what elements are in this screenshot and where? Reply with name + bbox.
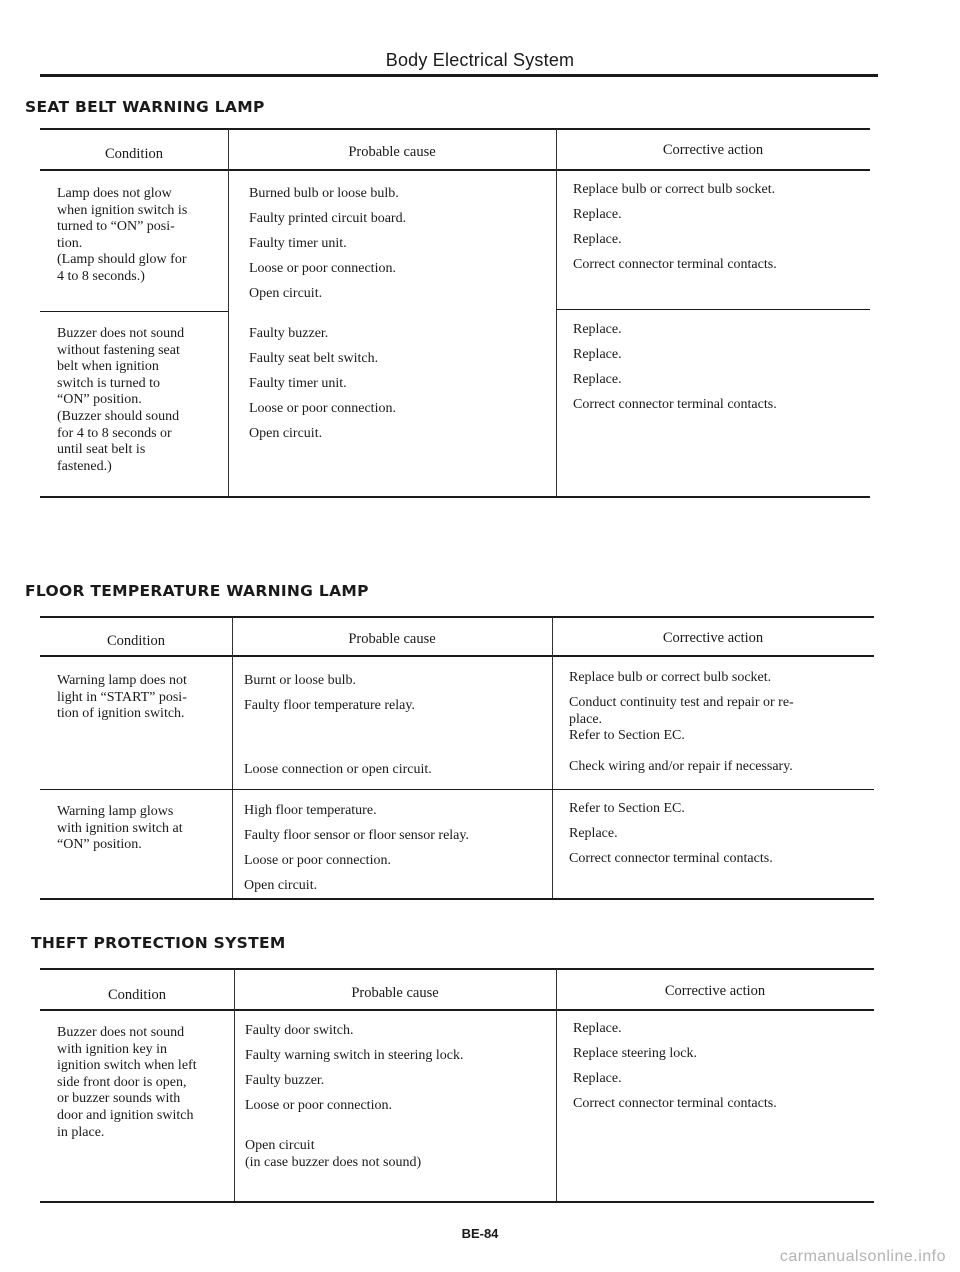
section-title-floor-temperature: FLOOR TEMPERATURE WARNING LAMP (25, 582, 369, 600)
cause-line: Faulty warning switch in steering lock. (245, 1048, 464, 1063)
table-top-rule (40, 616, 874, 618)
cause-line: Loose or poor connection. (249, 401, 396, 416)
table-top-rule (40, 128, 870, 130)
column-header-cause: Probable cause (348, 144, 436, 160)
column-header-condition: Condition (104, 146, 163, 162)
cause-line: Faulty floor temperature relay. (244, 698, 415, 713)
watermark: carmanualsonline.info (779, 1248, 946, 1265)
header-rule (40, 74, 878, 77)
action-line: Correct connector terminal contacts. (573, 257, 777, 272)
action-line: Replace. (573, 207, 622, 222)
cause-line: Open circuit. (249, 426, 323, 441)
action-line: Refer to Section EC. (569, 801, 685, 816)
condition-cell: Warning lamp does not light in “START” posi- tion of ignition switch. (57, 673, 187, 722)
column-header-action: Corrective action (662, 630, 764, 646)
header-bottom-rule (40, 1009, 874, 1011)
cause-line: Open circuit. (249, 286, 323, 301)
cause-line: Faulty door switch. (245, 1023, 354, 1038)
action-line: Replace bulb or correct bulb socket. (569, 670, 772, 685)
row-divider (40, 789, 874, 790)
cause-line: Faulty seat belt switch. (249, 351, 379, 366)
action-line: Conduct continuity test and repair or re- place. Refer to Section EC. (569, 695, 794, 744)
cause-line: Loose or poor connection. (244, 853, 391, 868)
condition-cell: Lamp does not glow when ignition switch is turned to “ON” posi- tion. (Lamp should glow for 4 to 8 seconds.) (57, 186, 188, 284)
cause-line: Loose or poor connection. (249, 261, 396, 276)
cause-line: Faulty printed circuit board. (249, 211, 407, 226)
column-header-condition: Condition (107, 987, 166, 1003)
cause-line: Burned bulb or loose bulb. (249, 186, 399, 201)
cause-line: Burnt or loose bulb. (244, 673, 356, 688)
action-line: Replace. (573, 1071, 622, 1086)
condition-cell: Warning lamp glows with ignition switch at “ON” position. (57, 804, 183, 853)
section-title-theft-protection: THEFT PROTECTION SYSTEM (31, 934, 286, 952)
action-line: Correct connector terminal contacts. (573, 397, 777, 412)
header-bottom-rule (40, 169, 870, 171)
column-divider (552, 617, 553, 899)
condition-cell: Buzzer does not sound without fastening seat belt when ignition switch is turned to “ON” position. (Buzzer should sound for 4 to 8 seconds or until seat belt is fastened.) (57, 326, 185, 474)
cause-line: Open circuit. (244, 878, 318, 893)
column-header-cause: Probable cause (348, 631, 436, 647)
column-header-condition: Condition (106, 633, 165, 649)
action-line: Check wiring and/or repair if necessary. (569, 759, 793, 774)
column-header-cause: Probable cause (351, 985, 439, 1001)
row-divider (40, 311, 228, 312)
action-line: Replace steering lock. (573, 1046, 698, 1061)
cause-line: Faulty buzzer. (249, 326, 329, 341)
page-header-title: Body Electrical System (385, 50, 575, 70)
column-divider (234, 969, 235, 1202)
column-divider (556, 129, 557, 497)
table-bottom-rule (40, 898, 874, 900)
action-line: Replace. (573, 1021, 622, 1036)
column-divider (556, 969, 557, 1202)
action-line: Replace bulb or correct bulb socket. (573, 182, 776, 197)
table-top-rule (40, 968, 874, 970)
action-line: Correct connector terminal contacts. (573, 1096, 777, 1111)
column-header-action: Corrective action (664, 983, 766, 999)
cause-line: Open circuit (in case buzzer does not sound) (245, 1138, 422, 1170)
action-line: Replace. (573, 322, 622, 337)
section-title-seat-belt: SEAT BELT WARNING LAMP (25, 98, 265, 116)
cause-line: High floor temperature. (244, 803, 377, 818)
action-line: Correct connector terminal contacts. (569, 851, 773, 866)
cause-line: Faulty floor sensor or floor sensor relay. (244, 828, 469, 843)
header-bottom-rule (40, 655, 874, 657)
cause-line: Faulty buzzer. (245, 1073, 325, 1088)
action-line: Replace. (573, 372, 622, 387)
table-bottom-rule (40, 496, 870, 498)
action-line: Replace. (569, 826, 618, 841)
column-divider (228, 129, 229, 497)
cause-line: Faulty timer unit. (249, 236, 347, 251)
table-bottom-rule (40, 1201, 874, 1203)
column-header-action: Corrective action (662, 142, 764, 158)
page-number: BE-84 (461, 1226, 499, 1241)
cause-line: Loose or poor connection. (245, 1098, 392, 1113)
cause-line: Faulty timer unit. (249, 376, 347, 391)
row-divider (556, 309, 870, 310)
action-line: Replace. (573, 347, 622, 362)
condition-cell: Buzzer does not sound with ignition key in ignition switch when left side front door is open, or buzzer sounds with door and ignition switch in place. (57, 1025, 197, 1140)
column-divider (232, 617, 233, 899)
cause-line: Loose connection or open circuit. (244, 762, 432, 777)
action-line: Replace. (573, 232, 622, 247)
